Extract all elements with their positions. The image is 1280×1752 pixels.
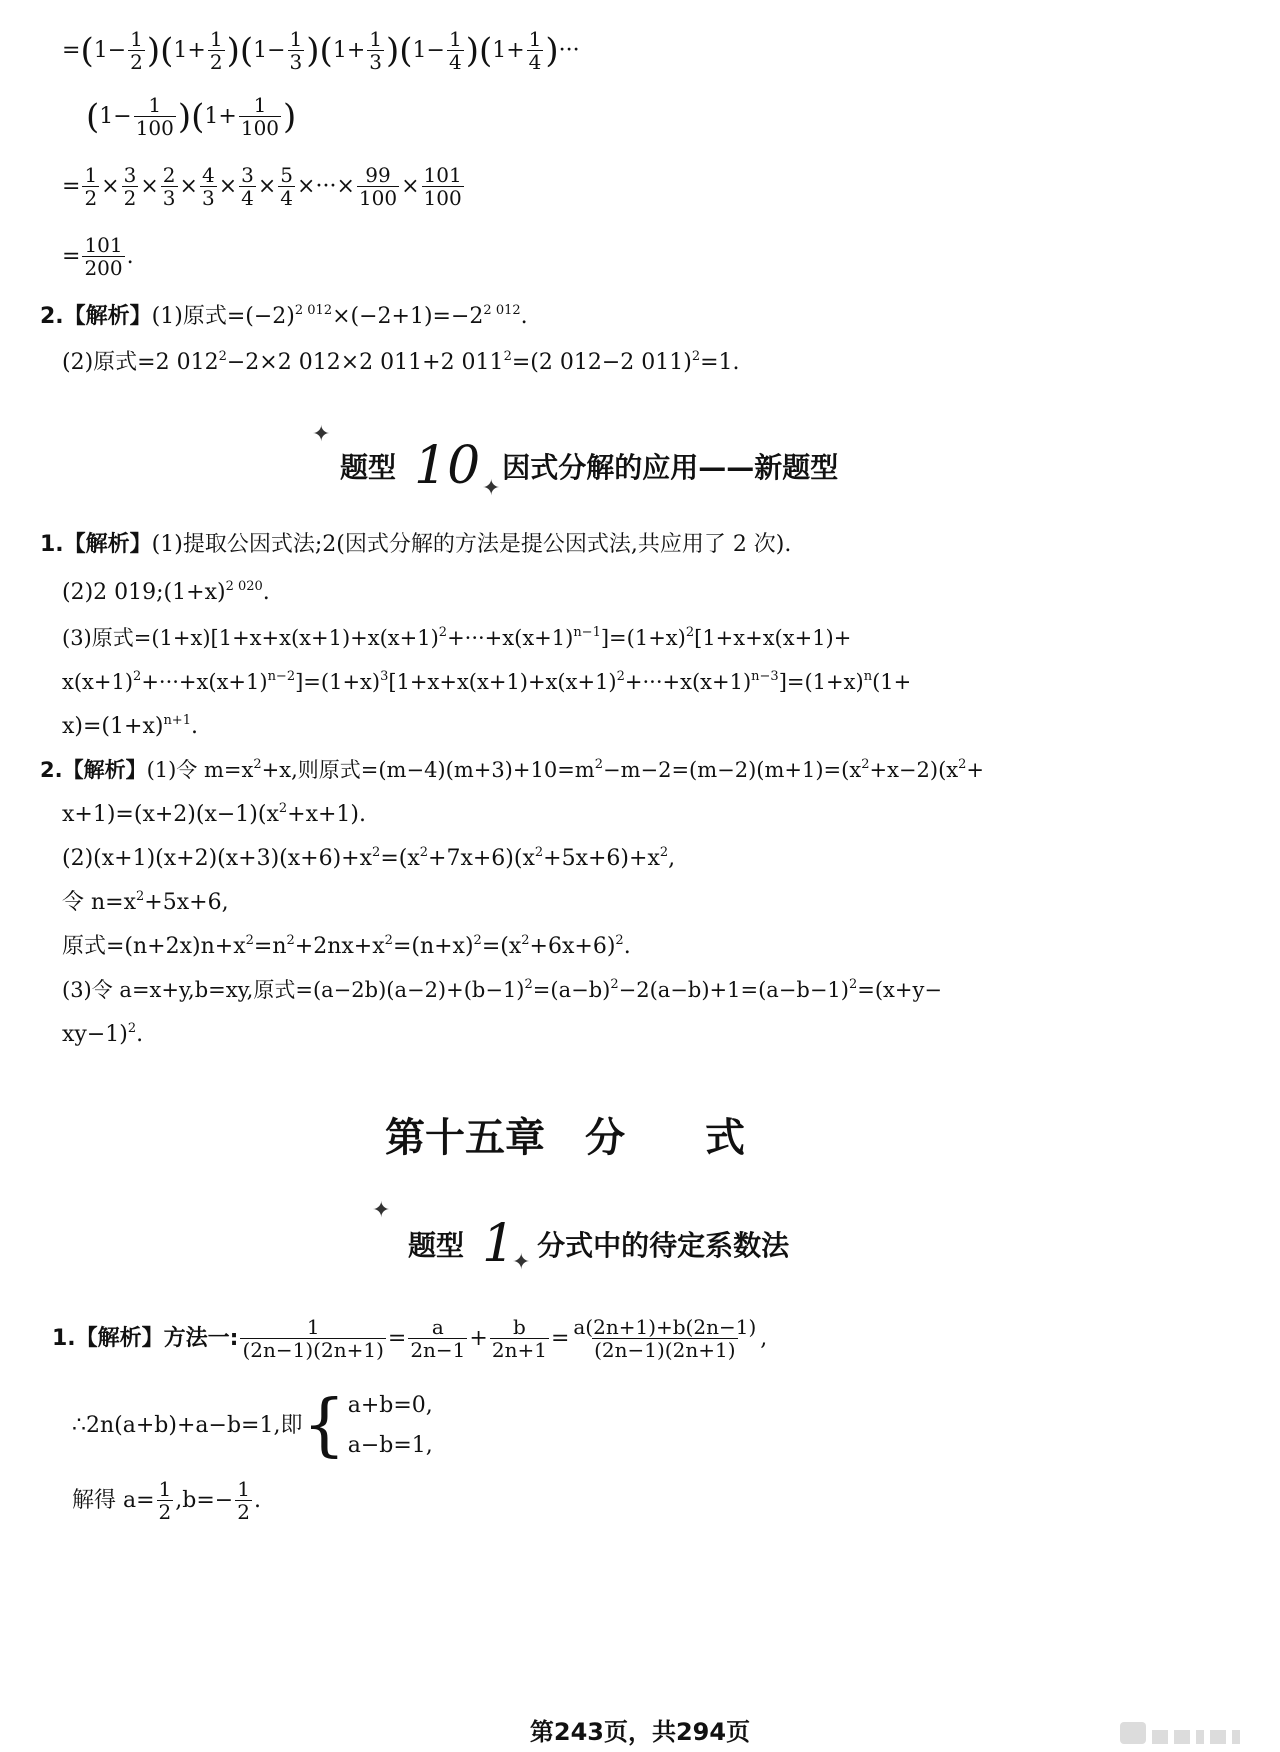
period: . — [126, 244, 134, 269]
sparkle-icon: ✦ — [512, 1250, 531, 1275]
chapter-title-text: 第十五章 分 式 — [385, 1115, 745, 1161]
denominator: (2n−1)(2n+1) — [594, 1338, 736, 1362]
problem-2-line-1 — [40, 304, 528, 328]
s10-q2-line-5 — [62, 934, 631, 958]
text: +x−2)(x — [869, 758, 959, 782]
operator: + — [346, 38, 366, 63]
number: 1 — [412, 38, 427, 63]
exponent: 2 — [659, 845, 669, 860]
fraction — [128, 28, 145, 74]
exponent: 2 012 — [294, 303, 333, 318]
text: x+1)=(x+2)(x−1)(x — [62, 802, 279, 827]
text: (3)原式=(1+x)[1+x+x(x+1)+x(x+1) — [62, 626, 439, 650]
text: +5x+6, — [144, 890, 229, 915]
text: =1. — [700, 350, 740, 375]
s1-line-2 — [72, 1386, 433, 1465]
s10-q1-line-3 — [62, 626, 851, 649]
denominator: 3 — [162, 186, 176, 210]
section-number: 1 — [482, 1214, 516, 1274]
fraction — [527, 28, 544, 74]
fraction — [122, 164, 139, 210]
exponent: 2 — [136, 889, 145, 904]
equals: = — [62, 38, 81, 63]
number: 1 — [332, 38, 347, 63]
text: xy−1) — [62, 1022, 128, 1047]
exponent: 2 — [534, 845, 544, 860]
text: + — [966, 758, 984, 782]
denominator: 100 — [135, 116, 174, 140]
text: (1)令 m=x — [146, 758, 254, 782]
equals: = — [62, 244, 81, 269]
text: +x,则原式=(m−4)(m+3)+10=m — [261, 758, 595, 782]
numerator: b — [512, 1315, 526, 1339]
fraction — [200, 164, 217, 210]
s10-q1-line-5 — [62, 714, 198, 738]
text: 原式=(n+2x)n+x — [62, 934, 246, 959]
numerator: 1 — [289, 27, 303, 51]
number: 1 — [99, 104, 114, 129]
text: +2nx+x — [294, 934, 385, 959]
operator: + — [187, 38, 206, 63]
number: 1 — [204, 104, 219, 129]
denominator: 4 — [448, 50, 462, 74]
math-line-2: (1− $\frac{1}{100}$ )(1+ $\frac{1}{100}$ ) — [86, 93, 297, 140]
denominator: 2 — [123, 186, 137, 210]
equation-system — [348, 1395, 433, 1457]
numerator: 101 — [423, 163, 462, 187]
exponent: n−2 — [267, 669, 296, 684]
math-line-1: =(1− $\frac{1}{2}$ )(1+ $\frac{1}{2}$ )(1− $\frac{1}{3}$ )(1+ $\frac{1}{3}$ )(1− $\frac{1}{4}$ )(1+ $\frac{1}{4}$ )··· — [62, 27, 580, 74]
fraction — [235, 1478, 252, 1524]
numerator: 3 — [123, 163, 137, 187]
denominator: 200 — [84, 256, 123, 280]
numerator: 1 — [130, 27, 143, 51]
number: 1 — [93, 38, 108, 63]
exponent: 2 — [616, 669, 625, 684]
operator: × — [297, 174, 316, 199]
number: 1 — [173, 38, 188, 63]
operator: + — [506, 38, 525, 63]
operator: × — [401, 174, 420, 199]
exponent: 2 — [503, 349, 512, 364]
text: (3)令 a=x+y,b=xy,原式=(a−2b)(a−2)+(b−1) — [62, 978, 525, 1002]
numerator: 99 — [365, 163, 391, 187]
s10-q2-line-6 — [62, 978, 942, 1001]
operator: − — [113, 104, 132, 129]
brace-icon: { — [302, 1386, 346, 1465]
text: (2)原式=2 012 — [62, 350, 219, 375]
fraction — [422, 164, 464, 210]
sparkle-icon: ✦ — [482, 476, 501, 501]
fraction — [134, 94, 176, 140]
s10-q2-line-4 — [62, 890, 229, 914]
exponent: 2 — [610, 977, 619, 992]
text: . — [253, 1488, 261, 1513]
fraction — [239, 164, 256, 210]
equals: = — [550, 1326, 570, 1351]
text: 解得 a= — [72, 1488, 155, 1513]
s10-q1-line-2 — [62, 580, 270, 604]
equation: a−b=1, — [347, 1433, 433, 1458]
exponent: 2 — [127, 1021, 137, 1036]
denominator: 3 — [289, 50, 303, 74]
exponent: 2 — [615, 933, 624, 948]
numerator: 2 — [162, 163, 176, 187]
text: =(x+y− — [857, 978, 942, 1002]
watermark-marks — [1120, 1722, 1240, 1744]
section-1-header — [408, 1214, 789, 1274]
fraction — [357, 164, 399, 210]
page-footer — [0, 1712, 1280, 1747]
operator: × — [218, 174, 238, 199]
fraction — [208, 28, 225, 74]
exponent: 2 — [419, 845, 429, 860]
text: (1)原式=(−2) — [151, 304, 295, 329]
text: +···+x(x+1) — [141, 670, 268, 694]
operator: + — [218, 104, 237, 129]
denominator: 2 — [130, 50, 143, 74]
numerator: 4 — [201, 163, 215, 187]
math-line-4 — [62, 234, 134, 280]
s10-q1-line-1 — [40, 534, 791, 556]
answer-label: 2.【解析】 — [40, 758, 147, 782]
exponent: 2 — [372, 845, 381, 860]
denominator: 4 — [528, 50, 542, 74]
problem-2-line-2 — [62, 350, 740, 374]
fraction — [161, 164, 178, 210]
fraction — [490, 1316, 549, 1362]
exponent: 2 — [384, 933, 393, 948]
exponent: 2 — [685, 625, 695, 640]
chapter-title — [0, 1106, 1280, 1163]
operator: × — [101, 174, 120, 199]
answer-label: 2.【解析】 — [40, 304, 152, 329]
text: ]=(1+x) — [778, 670, 864, 694]
answer-label: 1.【解析】 — [40, 532, 152, 557]
operator: × — [179, 174, 198, 199]
numerator: 101 — [84, 233, 123, 257]
math-line-3 — [62, 164, 466, 210]
denominator: 2 — [237, 1500, 250, 1524]
text: =(n+x) — [392, 934, 474, 959]
section-type-label: 题型 — [340, 451, 397, 484]
number: 1 — [492, 38, 507, 63]
text: =(a−b) — [532, 978, 611, 1002]
number: 1 — [253, 38, 268, 63]
text: [1+x+x(x+1)+ — [694, 626, 852, 650]
denominator: 3 — [201, 186, 215, 210]
section-number: 10 — [414, 436, 481, 496]
text: ×(−2+1)=−2 — [332, 304, 484, 329]
exponent: 2 — [473, 933, 482, 948]
s10-q2-line-1 — [40, 758, 984, 781]
text: −2×2 012×2 011+2 011 — [226, 350, 504, 375]
denominator: 2 — [158, 1500, 172, 1524]
fraction — [82, 164, 99, 210]
numerator: 1 — [237, 1477, 250, 1501]
exponent: 2 — [253, 757, 262, 772]
fraction — [82, 234, 124, 280]
text: ∴2n(a+b)+a−b=1,即 — [72, 1413, 303, 1438]
text: (2)(x+1)(x+2)(x+3)(x+6)+x — [62, 846, 373, 871]
s1-line-3 — [72, 1478, 261, 1524]
numerator: 3 — [241, 163, 254, 187]
exponent: n+1 — [163, 713, 191, 728]
exponent: 2 — [218, 349, 227, 364]
text: x)=(1+x) — [62, 714, 164, 739]
text: , — [760, 1326, 768, 1351]
text: +7x+6)(x — [428, 846, 535, 871]
text: . — [520, 304, 528, 329]
denominator: (2n−1)(2n+1) — [242, 1338, 384, 1362]
text: +6x+6) — [529, 934, 616, 959]
operator: × — [336, 174, 355, 199]
numerator: 1 — [84, 163, 98, 187]
exponent: 2 020 — [225, 579, 263, 594]
exponent: n−1 — [573, 625, 601, 640]
text: ]=(1+x) — [295, 670, 381, 694]
exponent: 2 — [594, 757, 603, 772]
fraction — [278, 164, 295, 210]
exponent: 2 — [286, 933, 295, 948]
denominator: 4 — [241, 186, 254, 210]
numerator: 1 — [306, 1315, 320, 1339]
text: +x+1). — [287, 802, 366, 827]
exponent: 2 — [691, 349, 701, 364]
exponent: n−3 — [751, 669, 779, 684]
exponent: 2 — [278, 801, 288, 816]
text: +···+x(x+1) — [447, 626, 574, 650]
text: ,b=− — [175, 1488, 234, 1513]
text: =n — [253, 934, 287, 959]
denominator: 4 — [280, 186, 294, 210]
text: , — [668, 846, 676, 871]
text: x(x+1) — [62, 670, 134, 694]
operator: × — [140, 174, 159, 199]
numerator: a(2n+1)+b(2n−1) — [573, 1315, 757, 1339]
numerator: 1 — [369, 27, 382, 51]
denominator: 2 — [209, 50, 223, 74]
ellipsis: ··· — [315, 174, 337, 199]
text: =(x — [380, 846, 420, 871]
fraction — [367, 28, 384, 74]
s10-q2-line-2 — [62, 802, 366, 826]
exponent: 2 — [521, 933, 530, 948]
exponent: 3 — [380, 669, 389, 684]
s10-q2-line-7 — [62, 1022, 143, 1046]
fraction — [239, 94, 281, 140]
fraction — [240, 1316, 385, 1362]
s10-q2-line-3 — [62, 846, 675, 870]
denominator: 2 — [84, 186, 98, 210]
operator: − — [107, 38, 127, 63]
text: . — [262, 580, 270, 605]
section-title: 分式中的待定系数法 — [537, 1229, 790, 1262]
section-type-label: 题型 — [408, 1229, 465, 1262]
equals: = — [62, 174, 81, 199]
ellipsis: ··· — [558, 38, 580, 63]
denominator: 100 — [240, 116, 280, 140]
text: −2(a−b)+1=(a−b−1) — [618, 978, 849, 1002]
exponent: 2 — [438, 625, 448, 640]
numerator: 1 — [158, 1477, 172, 1501]
exponent: 2 — [848, 977, 858, 992]
s1-line-1 — [52, 1316, 767, 1362]
equals: = — [387, 1326, 407, 1351]
exponent: 2 — [958, 757, 967, 772]
section-10-header — [340, 436, 838, 496]
method-label: 方法一: — [163, 1326, 239, 1351]
denominator: 3 — [369, 50, 382, 74]
page-number: 第243页，共294页 — [529, 1718, 751, 1746]
text: ]=(1+x) — [600, 626, 686, 650]
fraction — [408, 1316, 467, 1362]
fraction — [447, 28, 464, 74]
numerator: 5 — [280, 163, 294, 187]
denominator: 2n−1 — [410, 1338, 466, 1362]
numerator: 1 — [209, 27, 223, 51]
sparkle-icon: ✦ — [312, 422, 331, 447]
s10-q1-line-4 — [62, 670, 911, 693]
exponent: 2 — [245, 933, 254, 948]
text: (2)2 019;(1+x) — [62, 580, 226, 605]
exponent: 2 — [524, 977, 533, 992]
denominator: 2n+1 — [491, 1338, 547, 1362]
denominator: 100 — [358, 186, 398, 210]
exponent: 2 — [133, 669, 142, 684]
answer-label: 1.【解析】 — [52, 1326, 164, 1351]
fraction — [157, 1478, 174, 1524]
operator: − — [426, 38, 445, 63]
numerator: a — [431, 1315, 444, 1339]
text: −m−2=(m−2)(m+1)=(x — [602, 758, 862, 782]
text: =(2 012−2 011) — [511, 350, 692, 375]
denominator: 100 — [423, 186, 462, 210]
equation: a+b=0, — [347, 1393, 433, 1418]
operator: × — [257, 174, 277, 199]
numerator: 1 — [448, 27, 462, 51]
numerator: 1 — [528, 27, 542, 51]
sparkle-icon: ✦ — [372, 1198, 391, 1223]
text: 令 n=x — [62, 890, 137, 915]
section-title: 因式分解的应用——新题型 — [502, 451, 839, 484]
numerator: 1 — [148, 93, 162, 117]
operator: − — [267, 38, 286, 63]
text: +5x+6)+x — [543, 846, 660, 871]
numerator: 1 — [253, 93, 267, 117]
exponent: 2 012 — [483, 303, 521, 318]
operator: + — [469, 1326, 488, 1351]
text: +···+x(x+1) — [624, 670, 752, 694]
text: (1)提取公因式法;2(因式分解的方法是提公因式法,共应用了 2 次). — [151, 532, 792, 557]
text: . — [136, 1022, 144, 1047]
exponent: n — [863, 669, 873, 684]
fraction — [571, 1316, 758, 1362]
text: =(x — [481, 934, 522, 959]
text: (1+ — [872, 670, 912, 694]
text: [1+x+x(x+1)+x(x+1) — [388, 670, 617, 694]
fraction — [288, 28, 305, 74]
exponent: 2 — [861, 757, 870, 772]
text: . — [190, 714, 198, 739]
text: . — [623, 934, 631, 959]
